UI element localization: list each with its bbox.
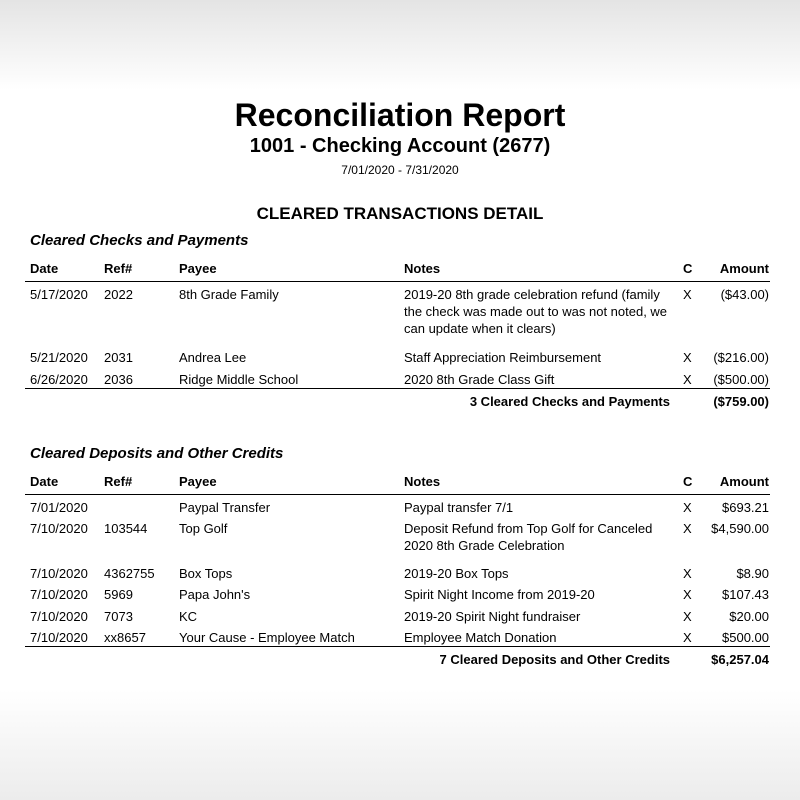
row-amount: $4,590.00 [711, 521, 769, 536]
row-date: 7/10/2020 [30, 609, 88, 624]
row-cleared-mark: X [683, 287, 692, 302]
row-amount: ($500.00) [713, 372, 769, 387]
row-payee: Ridge Middle School [179, 372, 299, 387]
checks-group-title: Cleared Checks and Payments [30, 232, 249, 249]
col-date-header: Date [30, 261, 59, 276]
row-payee: Andrea Lee [179, 350, 247, 365]
row-amount: ($216.00) [713, 350, 769, 365]
checks-rows-divider [25, 388, 770, 389]
row-ref: 4362755 [104, 566, 155, 581]
row-date: 7/10/2020 [30, 630, 88, 645]
row-cleared-mark: X [683, 372, 692, 387]
row-ref: 7073 [104, 609, 133, 624]
row-payee: Box Tops [179, 566, 233, 581]
row-notes: 2019-20 Box Tops [404, 566, 509, 581]
row-ref: 2036 [104, 372, 133, 387]
col-payee-header: Payee [179, 474, 217, 489]
row-amount: ($43.00) [720, 287, 769, 302]
row-payee: 8th Grade Family [179, 287, 279, 302]
section-title: CLEARED TRANSACTIONS DETAIL [256, 204, 544, 223]
col-ref-header: Ref# [104, 261, 133, 276]
checks-total-label: 3 Cleared Checks and Payments [469, 394, 670, 409]
row-amount: $500.00 [722, 630, 769, 645]
row-payee: Papa John's [179, 587, 251, 602]
row-notes: Employee Match Donation [404, 630, 557, 645]
col-c-header: C [683, 474, 693, 489]
col-date-header: Date [30, 474, 59, 489]
col-ref-header: Ref# [104, 474, 133, 489]
col-c-header: C [683, 261, 693, 276]
deposits-header-divider [25, 494, 770, 495]
deposits-group-title: Cleared Deposits and Other Credits [30, 445, 284, 462]
deposits-total-label: 7 Cleared Deposits and Other Credits [439, 652, 670, 667]
row-ref: 2031 [104, 350, 133, 365]
row-ref: 103544 [104, 521, 148, 536]
row-date: 5/17/2020 [30, 287, 88, 302]
row-payee: KC [179, 609, 198, 624]
row-cleared-mark: X [683, 566, 692, 581]
col-notes-header: Notes [404, 474, 441, 489]
row-cleared-mark: X [683, 630, 692, 645]
row-cleared-mark: X [683, 521, 692, 536]
col-amount-header: Amount [719, 261, 769, 276]
row-ref: 2022 [104, 287, 133, 302]
col-payee-header: Payee [179, 261, 217, 276]
col-notes-header: Notes [404, 261, 441, 276]
row-ref: xx8657 [104, 630, 146, 645]
col-amount-header: Amount [719, 474, 769, 489]
row-cleared-mark: X [683, 609, 692, 624]
row-notes: Paypal transfer 7/1 [404, 500, 514, 515]
row-ref: 5969 [104, 587, 133, 602]
row-notes: Deposit Refund from Top Golf for Canceled 2020 8th Grade Celebration [404, 521, 653, 553]
row-amount: $8.90 [736, 566, 769, 581]
row-date: 7/10/2020 [30, 521, 88, 536]
row-date: 7/10/2020 [30, 587, 88, 602]
date-range: 7/01/2020 - 7/31/2020 [341, 163, 459, 177]
row-date: 7/01/2020 [30, 500, 88, 515]
row-notes: Spirit Night Income from 2019-20 [404, 587, 595, 602]
row-payee: Top Golf [179, 521, 228, 536]
row-notes: 2019-20 Spirit Night fundraiser [404, 609, 581, 624]
row-amount: $107.43 [722, 587, 769, 602]
checks-header-divider [25, 281, 770, 282]
account-name: 1001 - Checking Account (2677) [249, 135, 551, 157]
deposits-rows-divider [25, 646, 770, 647]
checks-total-amount: ($759.00) [713, 394, 769, 409]
row-notes: 2019-20 8th grade celebration refund (family the check was made out to was not noted, we can update when it clears) [404, 287, 668, 336]
row-cleared-mark: X [683, 350, 692, 365]
row-notes: Staff Appreciation Reimbursement [404, 350, 602, 365]
row-date: 5/21/2020 [30, 350, 88, 365]
row-amount: $693.21 [722, 500, 769, 515]
row-payee: Paypal Transfer [179, 500, 271, 515]
row-cleared-mark: X [683, 587, 692, 602]
deposits-total-amount: $6,257.04 [711, 652, 769, 667]
row-amount: $20.00 [729, 609, 769, 624]
report-title: Reconciliation Report [234, 97, 566, 133]
row-date: 6/26/2020 [30, 372, 88, 387]
row-date: 7/10/2020 [30, 566, 88, 581]
row-payee: Your Cause - Employee Match [179, 630, 355, 645]
row-cleared-mark: X [683, 500, 692, 515]
row-notes: 2020 8th Grade Class Gift [404, 372, 555, 387]
